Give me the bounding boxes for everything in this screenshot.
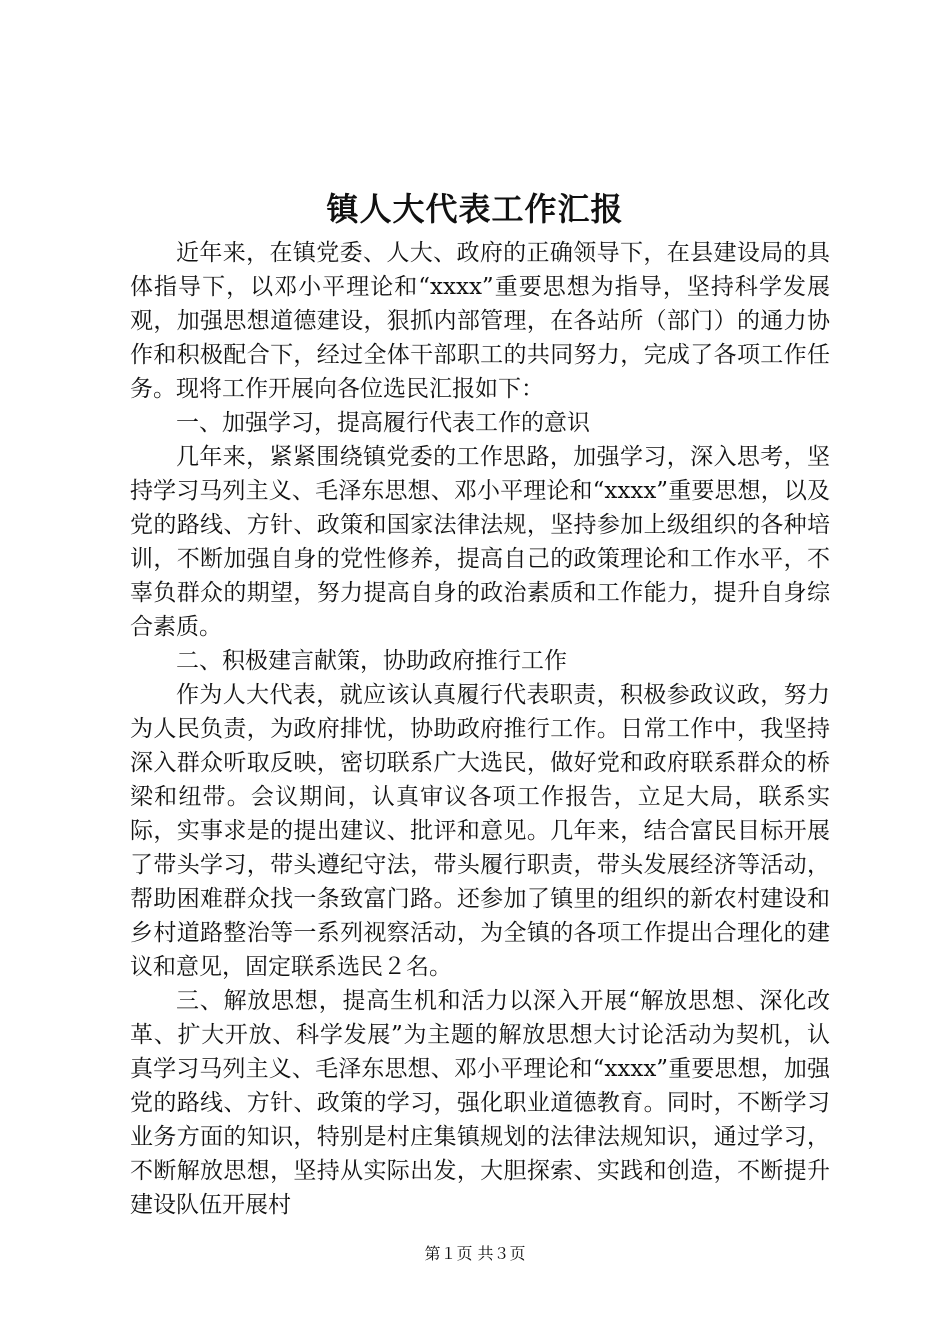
document-body (130, 236, 830, 1222)
document-title: 镇人大代表工作汇报 (326, 190, 624, 228)
paragraph-section-2: 作为人大代表，就应该认真履行代表职责，积极参政议政，努力为人民负责，为政府排忧，协助政府推行工作。日常工作中，我坚持深入群众听取反映，密切联系广大选民，做好党和政府联系群众的桥梁和纽带。会议期间，认真审议各项工作报告，立足大局，联系实际，实事求是的提出建议、批评和意见。几年来，结合富民目标开展了带头学习，带头遵纪守法，带头履行职责，带头发展经济等活动，帮助困难群众找一条致富门路。还参加了镇里的组织的新农村建设和乡村道路整治等一系列视察活动，为全镇的各项工作提出合理化的建议和意见，固定联系选民２名。 (130, 682, 830, 980)
page-footer: 第１页 共３页 (424, 1244, 526, 1263)
section-heading-2: 二、积极建言献策，协助政府推行工作 (176, 648, 567, 674)
paragraph-intro: 近年来，在镇党委、人大、政府的正确领导下，在县建设局的具体指导下，以邓小平理论和“xxxx”重要思想为指导，坚持科学发展观，加强思想道德建设，狠抓内部管理，在各站所（部门）的通力协作和积极配合下，经过全体干部职工的共同努力，完成了各项工作任务。现将工作开展向各位选民汇报如下： (130, 240, 830, 402)
paragraph-section-3: 三、解放思想，提高生机和活力以深入开展“解放思想、深化改革、扩大开放、科学发展”为主题的解放思想大讨论活动为契机，认真学习马列主义、毛泽东思想、邓小平理论和“xxxx”重要思想，加强党的路线、方针、政策的学习，强化职业道德教育。同时，不断学习业务方面的知识，特别是村庄集镇规划的法律法规知识，通过学习，不断解放思想，坚持从实际出发，大胆探索、实践和创造，不断提升建设队伍开展村 (130, 988, 830, 1218)
paragraph-section-1: 几年来，紧紧围绕镇党委的工作思路，加强学习，深入思考，坚持学习马列主义、毛泽东思想、邓小平理论和“xxxx”重要思想，以及党的路线、方针、政策和国家法律法规，坚持参加上级组织的各种培训，不断加强自身的党性修养，提高自己的政策理论和工作水平，不辜负群众的期望，努力提高自身的政治素质和工作能力，提升自身综合素质。 (130, 444, 830, 640)
section-heading-1: 一、加强学习，提高履行代表工作的意识 (176, 410, 590, 436)
